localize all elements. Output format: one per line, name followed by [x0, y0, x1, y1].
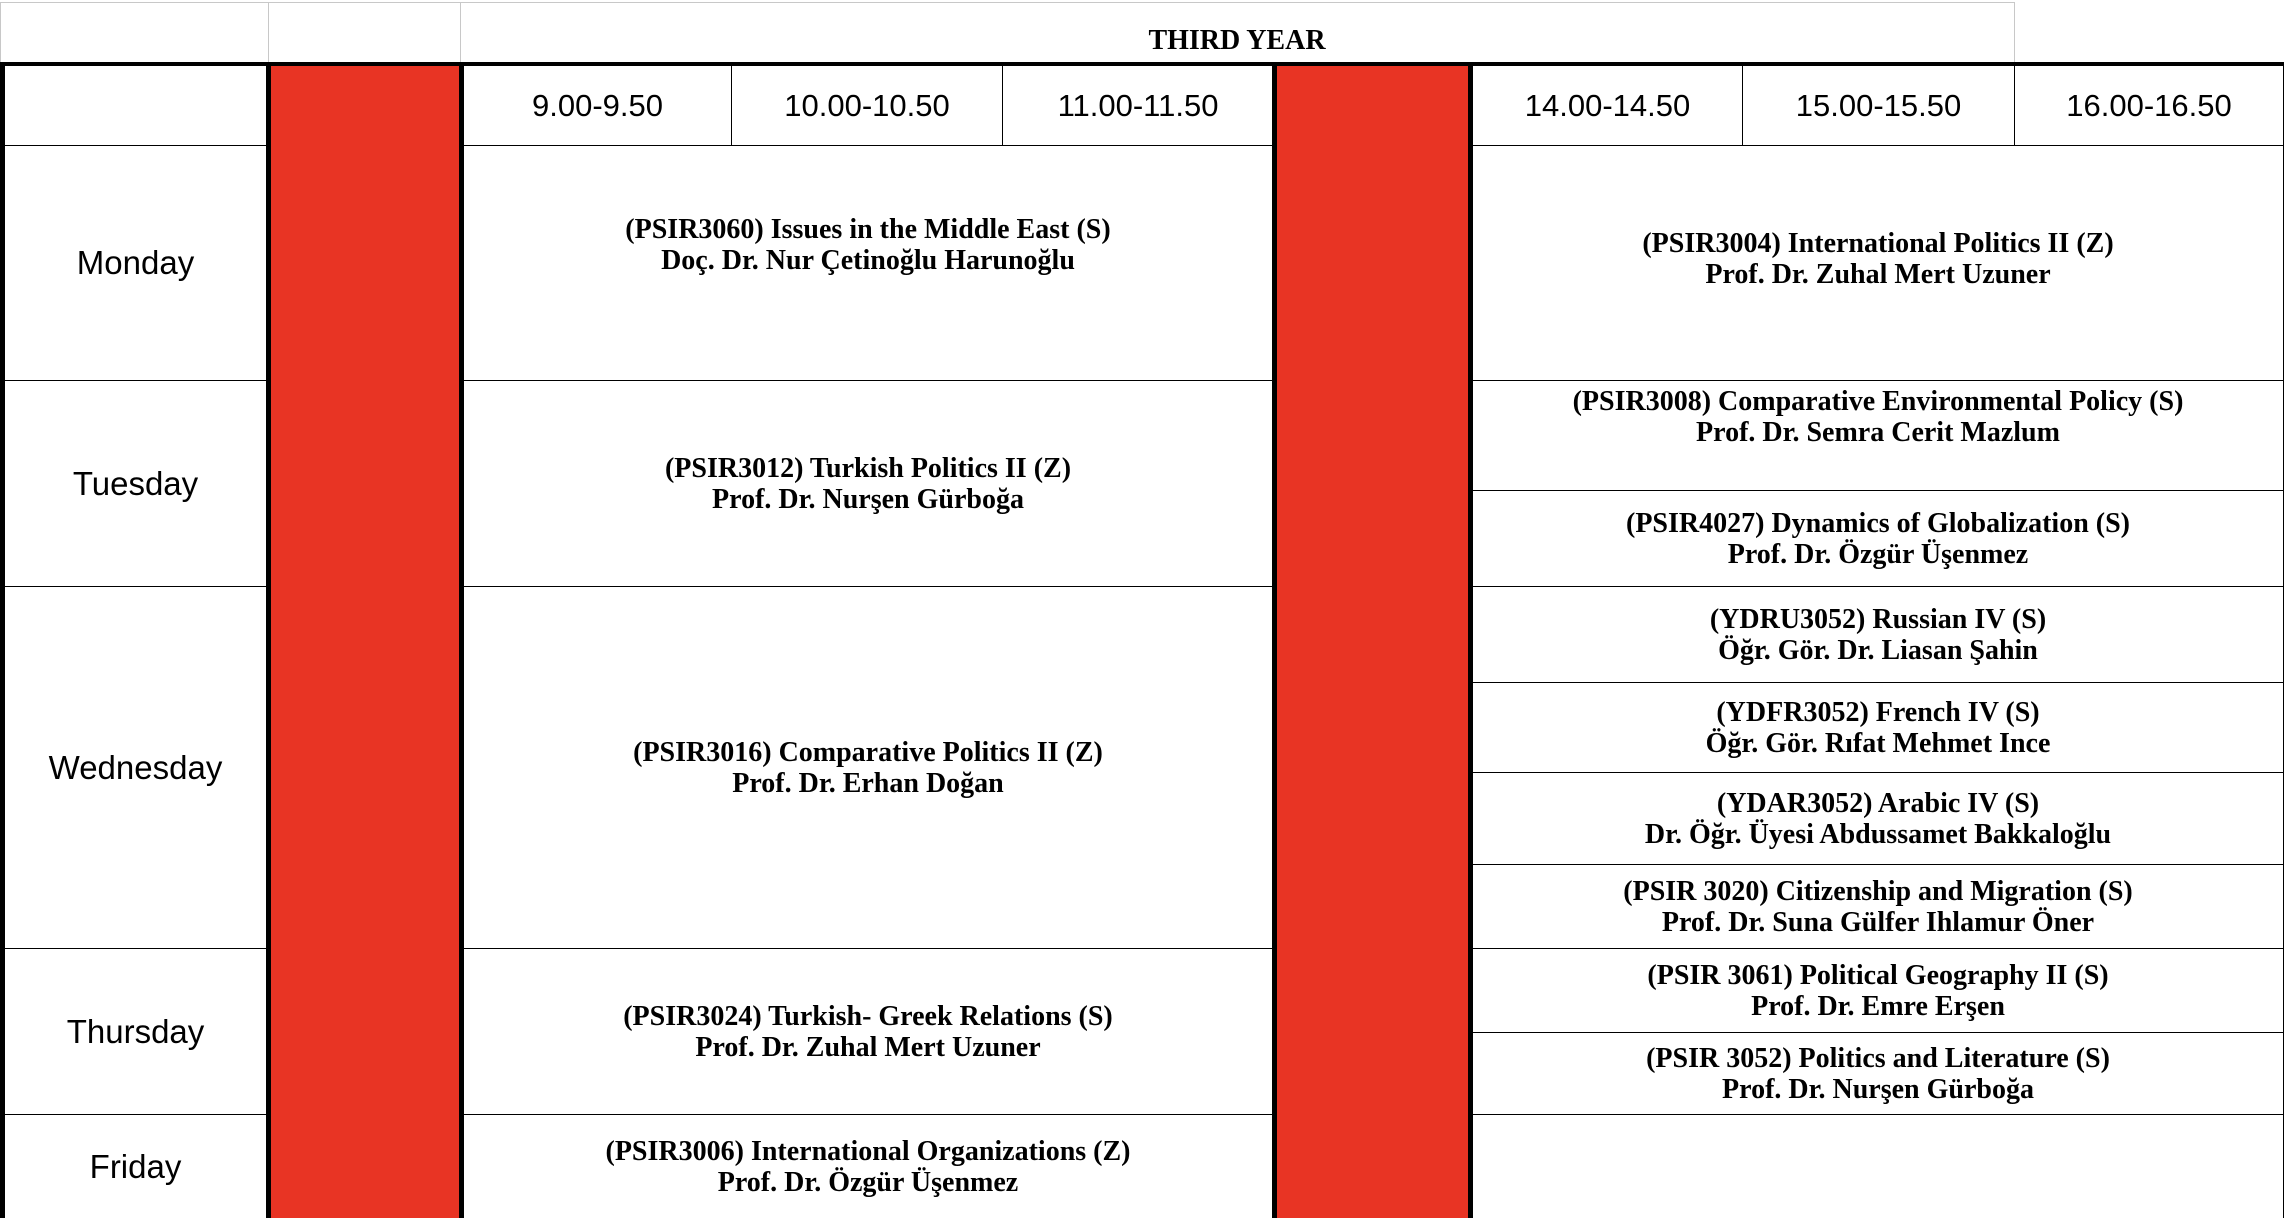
instructor-name: Prof. Dr. Zuhal Mert Uzuner [695, 1031, 1041, 1063]
course-name: (YDRU3052) Russian IV (S) [1709, 603, 2047, 635]
day-label-monday: Monday [76, 244, 195, 281]
course-name: (PSIR3024) Turkish- Greek Relations (S) [623, 1000, 1113, 1032]
time-slot-header: 11.00-11.50 [1057, 88, 1219, 123]
time-slot-header: 10.00-10.50 [784, 88, 950, 123]
course-name: (PSIR3012) Turkish Politics II (Z) [664, 452, 1072, 484]
time-slot-header: 9.00-9.50 [532, 88, 663, 123]
course-cell [1473, 949, 2283, 1032]
day-label-friday: Friday [89, 1147, 182, 1185]
border [1272, 62, 1277, 1218]
day-label-wednesday: Wednesday [48, 748, 223, 786]
instructor-name: Dr. Öğr. Üyesi Abdussamet Bakkaloğlu [1644, 818, 2112, 850]
instructor-name: Prof. Dr. Nurşen Gürboğa [1722, 1073, 2034, 1105]
course-name: (PSIR4027) Dynamics of Globalization (S) [1626, 507, 2130, 539]
time-slot-header: 14.00-14.50 [1524, 88, 1691, 123]
instructor-name: Prof. Dr. Suna Gülfer Ihlamur Öner [1661, 906, 2095, 938]
course-name: (PSIR3006) International Organizations (Z) [605, 1135, 1131, 1167]
title-row-gridline [0, 2, 1, 62]
title-row-gridline [2014, 2, 2015, 62]
course-cell [464, 146, 1272, 344]
instructor-name: Prof. Dr. Erhan Doğan [732, 767, 1004, 799]
instructor-name: Doç. Dr. Nur Çetinoğlu Harunoğlu [661, 245, 1075, 276]
course-cell [464, 587, 1272, 948]
course-name: (PSIR 3061) Political Geography II (S) [1647, 959, 2109, 991]
course-name: (PSIR 3020) Citizenship and Migration (S) [1623, 875, 2133, 907]
course-cell [1473, 491, 2283, 586]
instructor-name: Öğr. Gör. Rıfat Mehmet Ince [1705, 727, 2051, 759]
border [266, 62, 271, 1218]
time-slot-header: 16.00-16.50 [2066, 88, 2232, 123]
title-row-gridline [268, 2, 269, 62]
instructor-name: Öğr. Gör. Dr. Liasan Şahin [1718, 634, 2038, 666]
course-name: (PSIR 3052) Politics and Literature (S) [1646, 1042, 2110, 1074]
table-title: THIRD YEAR [1148, 25, 1326, 56]
course-name: (PSIR3060) Issues in the Middle East (S) [625, 214, 1111, 245]
course-name: (PSIR3008) Comparative Environmental Policy (S) [1572, 386, 2184, 417]
day-label-thursday: Thursday [66, 1012, 205, 1050]
course-cell [464, 1115, 1272, 1218]
course-cell [1473, 865, 2283, 948]
instructor-name: Prof. Dr. Emre Erşen [1751, 990, 2005, 1022]
course-cell [1473, 1033, 2283, 1114]
course-cell [464, 949, 1272, 1114]
time-slot-header: 15.00-15.50 [1795, 88, 1962, 123]
title-row-gridline [0, 2, 2014, 3]
instructor-name: Prof. Dr. Semra Cerit Mazlum [1696, 417, 2060, 448]
instructor-name: Prof. Dr. Nurşen Gürboğa [712, 483, 1024, 515]
lunch-break-column-2 [1276, 66, 1470, 1218]
course-cell [1473, 381, 2283, 453]
course-cell [1473, 773, 2283, 864]
course-name: (PSIR3016) Comparative Politics II (Z) [633, 736, 1103, 768]
course-cell [1473, 146, 2283, 372]
lunch-break-column-1 [270, 66, 460, 1218]
course-name: (YDFR3052) French IV (S) [1716, 696, 2040, 728]
instructor-name: Prof. Dr. Zuhal Mert Uzuner [1705, 259, 2051, 290]
course-cell [1473, 587, 2283, 682]
instructor-name: Prof. Dr. Özgür Üşenmez [1727, 538, 2029, 570]
instructor-name: Prof. Dr. Özgür Üşenmez [717, 1166, 1019, 1198]
course-name: (YDAR3052) Arabic IV (S) [1716, 787, 2040, 819]
course-name: (PSIR3004) International Politics II (Z) [1642, 228, 2114, 259]
day-label-tuesday: Tuesday [72, 464, 199, 502]
course-cell [464, 381, 1272, 586]
course-cell [1473, 683, 2283, 772]
